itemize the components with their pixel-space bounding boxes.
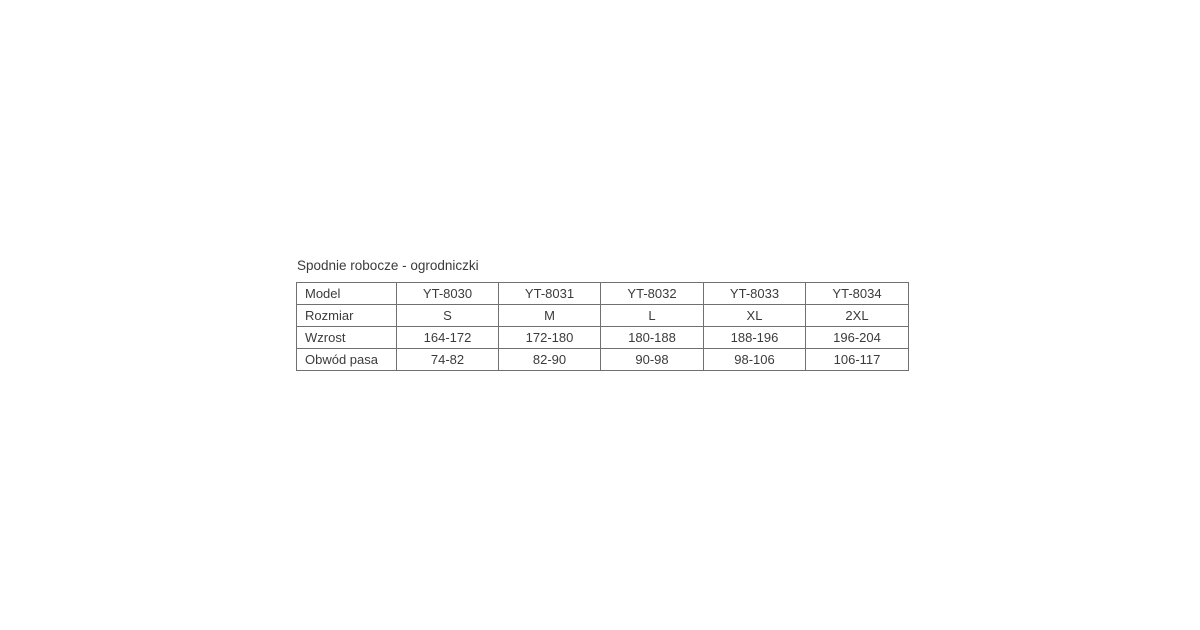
table-cell: 2XL bbox=[806, 305, 909, 327]
table-row bbox=[297, 283, 909, 305]
table-cell: 98-106 bbox=[704, 349, 806, 371]
table-cell: 106-117 bbox=[806, 349, 909, 371]
table-cell: YT-8030 bbox=[397, 283, 499, 305]
row-label: Wzrost bbox=[297, 327, 397, 349]
table-cell: 164-172 bbox=[397, 327, 499, 349]
table-cell: YT-8034 bbox=[806, 283, 909, 305]
row-label: Rozmiar bbox=[297, 305, 397, 327]
table-row bbox=[297, 305, 909, 327]
size-table bbox=[296, 282, 909, 371]
table-cell: M bbox=[499, 305, 601, 327]
size-chart-sheet bbox=[296, 258, 909, 371]
table-cell: 90-98 bbox=[601, 349, 704, 371]
table-cell: 196-204 bbox=[806, 327, 909, 349]
size-chart-title: Spodnie robocze - ogrodniczki bbox=[297, 258, 479, 273]
table-cell: YT-8033 bbox=[704, 283, 806, 305]
row-label: Model bbox=[297, 283, 397, 305]
table-cell: 172-180 bbox=[499, 327, 601, 349]
table-cell: 188-196 bbox=[704, 327, 806, 349]
table-row bbox=[297, 327, 909, 349]
table-cell: YT-8032 bbox=[601, 283, 704, 305]
table-cell: S bbox=[397, 305, 499, 327]
table-cell: 82-90 bbox=[499, 349, 601, 371]
table-cell: YT-8031 bbox=[499, 283, 601, 305]
size-table-body bbox=[297, 283, 909, 371]
table-cell: XL bbox=[704, 305, 806, 327]
table-row bbox=[297, 349, 909, 371]
table-cell: 74-82 bbox=[397, 349, 499, 371]
table-cell: L bbox=[601, 305, 704, 327]
row-label: Obwód pasa bbox=[297, 349, 397, 371]
table-cell: 180-188 bbox=[601, 327, 704, 349]
